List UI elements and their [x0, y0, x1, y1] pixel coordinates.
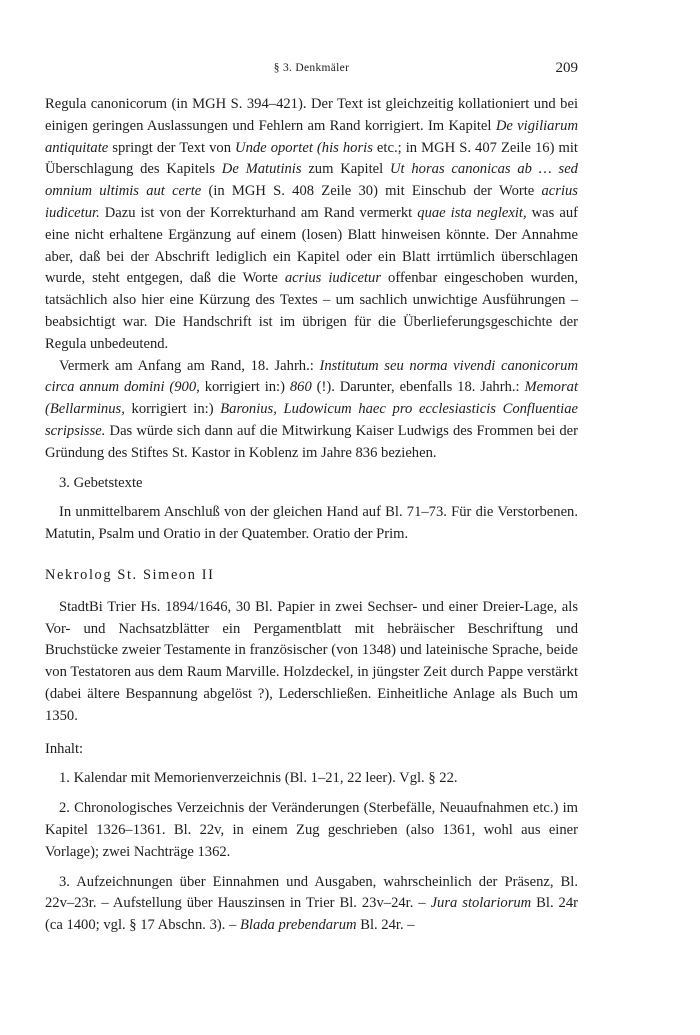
text-run: Bl. 24r (ca 1400; vgl. § 17 Abschn. 3). –: [45, 895, 579, 934]
text-run: Das würde sich dann auf die Mitwirkung Kaiser Ludwigs des Frommen bei der Gründung des Stiftes St. Kastor in Koblenz im Jahre 836 beziehen.: [45, 422, 578, 461]
inhalt-label: [45, 739, 578, 761]
paragraph-gebetstexte: [45, 502, 578, 546]
item-gebetstexte: [45, 473, 578, 495]
page-header: [45, 60, 578, 80]
text-run: (!). Darunter, ebenfalls 18. Jahrh.:: [311, 379, 525, 396]
italic-text: De vigiliarum antiquitate: [45, 117, 578, 156]
italic-text: 860: [289, 379, 312, 396]
text-run: etc.; in MGH S. 407 Zeile 16) mit Überschlagung des Kapitels: [45, 139, 578, 178]
item-verzeichnis: [45, 798, 578, 863]
text-run: korrigiert in:): [124, 401, 221, 418]
text-run: In unmittelbarem Anschluß von der gleichen Hand auf Bl. 71–73. Für die Verstorbenen. Matutin, Psalm und Oratio in der Quatember. Oratio der Prim.: [45, 504, 578, 543]
text-run: 3. Gebetstexte: [59, 474, 143, 491]
italic-text: Ut horas canonicas ab … sed omnium ultimis aut certe: [45, 161, 578, 200]
italic-text: Memorat (Bellarminus,: [45, 379, 579, 418]
paragraph-description: [45, 597, 578, 728]
italic-text: quae ista neglexit,: [417, 204, 527, 221]
italic-text: De Matutinis: [221, 161, 302, 178]
italic-text: acrius iudicetur: [284, 270, 382, 287]
italic-text: Institutum seu norma vivendi canonicorum circa annum domini (900,: [45, 357, 578, 396]
text-run: Regula canonicorum (in MGH S. 394–421). Der Text ist gleichzeitig kollationiert und bei einigen geringen Auslassungen und Fehlern am Rand korrigiert. Im Kapitel: [45, 96, 578, 134]
text-run: Inhalt:: [45, 740, 84, 757]
item-kalendar: [45, 768, 578, 790]
text-run: zum Kapitel: [301, 161, 390, 178]
text-run: Bl. 24r. –: [356, 917, 415, 934]
text-run: was auf eine nicht erhaltene Ergänzung auf einem (losen) Blatt hinweisen könnte. Der Annahme aber, daß bei der Abschrift lediglich ein Kapitel oder ein Blatt irrtümlich überschlagen wurde, steht entgegen, daß die Worte: [45, 204, 578, 287]
text-run: Vermerk am Anfang am Rand, 18. Jahrh.:: [59, 357, 320, 374]
running-title: § 3. Denkmäler: [273, 62, 350, 74]
italic-text: Jura stolariorum: [430, 895, 532, 912]
item-aufzeichnungen: [45, 872, 578, 937]
text-run: offenbar eingeschoben wurden, tatsächlich also hier eine Kürzung des Textes – um sachlich unwichtige Ausführungen – beabsichtigt war. Die Handschrift ist im übrigen für die Überlieferungsgeschichte der Regula unbedeutend.: [45, 270, 578, 352]
text-run: springt der Text von: [108, 139, 236, 156]
page-number: 209: [555, 60, 578, 76]
body-text: [45, 94, 578, 937]
text-run: (in MGH S. 408 Zeile 30) mit Einschub der Worte: [201, 183, 542, 200]
italic-text: Blada prebendarum: [239, 917, 357, 934]
paragraph-vermerk: [45, 356, 578, 465]
text-run: korrigiert in:): [199, 379, 290, 396]
italic-text: Baronius, Ludowicum haec pro ecclesiasticis Confluentiae scripsisse.: [45, 401, 578, 439]
text-run: Dazu ist von der Korrekturhand am Rand vermerkt: [99, 204, 418, 221]
italic-text: Unde oportet (his horis: [235, 139, 373, 156]
paragraph-regula: [45, 94, 578, 356]
text-run: 1. Kalendar mit Memorienverzeichnis (Bl. 1–21, 22 leer). Vgl. § 22.: [59, 770, 458, 787]
section-heading: Nekrolog St. Simeon II: [45, 566, 215, 583]
text-run: 2. Chronologisches Verzeichnis der Veränderungen (Sterbefälle, Neuaufnahmen etc.) im Kapitel 1326–1361. Bl. 22v, in einem Zug geschrieben (also 1361, wohl aus einer Vorlage); zwei Nachträge 1362.: [45, 800, 578, 860]
text-run: StadtBi Trier Hs. 1894/1646, 30 Bl. Papier in zwei Sechser- und einer Dreier-Lage, als Vor- und Nachsatzblätter ein Pergamentblatt mit hebräischer Beschriftung und Bruchstücke zweier Testamente in französischer (von 1348) und lateinische Sprache, beide von Testatoren aus dem Raum Marville. Holzdeckel, in jüngster Zeit durch Pappe verstärkt (dabei ältere Bespannung abgelöst ?), Lederschließen. Einheitliche Anlage als Buch um 1350.: [45, 598, 578, 724]
italic-text: acrius iudicetur.: [45, 183, 578, 221]
text-run: 3. Aufzeichnungen über Einnahmen und Ausgaben, wahrscheinlich der Präsenz, Bl. 22v–23r. – Aufstellung über Hauszinsen in Trier Bl. 23v–24r. –: [45, 873, 578, 912]
